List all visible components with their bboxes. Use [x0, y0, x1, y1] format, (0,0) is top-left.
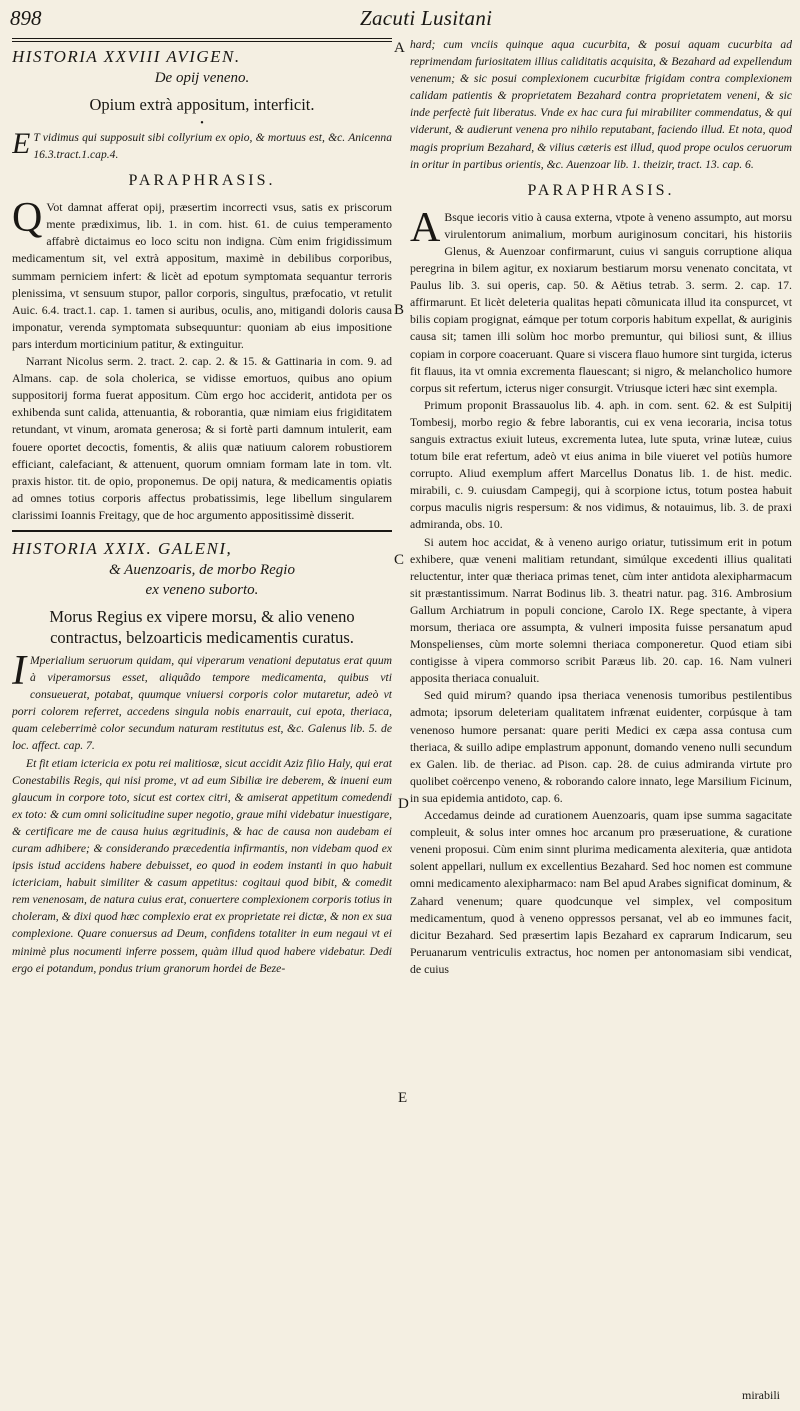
paraphrasis-2-para-4: Sed quid mirum? quando ipsa theriaca venenosis tumoribus pestilentibus admota; ipsorum deleteriam qualitatem infrænat euidenter, corpúsque à tam venenoso humore persanat: quare periti Medici ex cæpa assa contusa cum theriaca, & suillo adipe emplastrum apponunt, domando veneno nulli secundum ex Galen. lib. de theriac. ad Pison. cap. 28. de cuius admiranda virtute pro quolibet coërcenpo veneno, & roborando calore innato, lege Marsilium Ficinum, in sua epidemia antidoto, cap. 6.: [410, 688, 792, 805]
history-29-para-1: [12, 647, 392, 755]
history-29-para-1-text: Mperialium seruorum quidam, qui viperarum venationi deputatus erat quum à viperamorsus esset, aliquãdo tempore medicamenta, quibus vti consueuerat, potabat, quumque vniuersi corporis color mutaretur, adeò vt porri colorem referret, accedens singula nobis enarrauit, cui epota, theriaca, quam celeberrimè color secundum naturam restitutus est, &c. Galenus lib. 5. de loc. affect. cap. 7.: [12, 653, 392, 753]
history-29-para-2: Et fit etiam ictericia ex potu rei malitiosæ, sicut accidit Aziz filio Haly, qui erat Conestabilis Regis, qui nisi prome, vt ad eum Sibiliæ ire deberem, & inueni eum glaucum in corpore toto, sicut est cortex citri, & amiserat appetitum comedendi ex toto: & cum omni solicitudine super negotio, graue mihi videbatur inuestigare, & certificare me de causa huius ægritudinis, & hac de causa non audebam ei curam adhibere; & considerando præcedentia infirmantis, non videbam quod ex ipsis istud accidens habere debuisset, eo quod in eodem instanti in quo habuit ictericiam, habuit similiter & casum appetitus: cogitaui quod bibit, & comedit rem venenosam, de natura cuius erat, conuertere complexionem corporis totius in choleram, & dixi quod hæc complexio erat ex proprietate rei dictæ, & non ex sua complexione. Quare conuersus ad Deum, confidens totaliter in eum negaui vt ei minimè plus nocumenti inferre possem, quàm illud quod habere videbatur. Dedi ergo ei potandum, pondus trium granorum hordei de Beze-: [12, 756, 392, 975]
paraphrasis-2-para-3: Si autem hoc accidat, & à veneno aurigo oriatur, tutissimum erit in potum exhibere, quæ veneni malitiam retundant, simúlque excedenti illius qualitati reluctentur, inter quæ theriaca primas tenet, cùm inter antidota alexipharmacum sit præstantissimum. Narrat Bodinus lib. 3. theatri natur. pag. 316. Ambrosium Gallum Archiatrum in populi concione, Carolo IX. Rege spectante, à vipera morsum, theriaca ore assumpta, & vulneri imposita fuisse persanatum apud Monspelienses, cùm morte solemni theriaca componeretur. Quod etiam sibi contigisse à vipera commorso scribit Paræus lib. 20. cap. 16. Nam vulneri apposita theriaca conualuit.: [410, 534, 792, 686]
margin-letter-a: A: [394, 40, 405, 56]
right-column: [410, 36, 792, 1406]
history-29-subtitle-2: ex veneno suborto.: [145, 581, 259, 598]
paraphrasis-1-para-2: Narrant Nicolus serm. 2. tract. 2. cap. 2. & 15. & Gattinaria in com. 9. ad Almans. cap. de sola cholerica, se vidisse emortuos, quibus ano opium suppositorij forma fuerat appositum. Cùm ergo hoc acciderit, antidota per os exhibenda sunt calida, attenuantia, & roborantia, quæ nimiam eius frigiditatem retundant, vt vinum, aromata generosa; & si fortè parti damnum intulerit, eam fouere oportet decoctis, fomentis, & aliis quæ natiuum calorem robustiorem efficiant, calefaciant, & attenuent, quorum omniam formam late in tom. vlt. praxis histor. tit. de opio, proponemus. De opij natura, & medicamentis opiatis ad omnes totius corporis affectus probatissimis, lege libellum singularem clarissimi Ioannis Freitagy, que de hoc argumento appositissimè disserit.: [12, 354, 392, 522]
margin-letter-e: E: [398, 1090, 408, 1106]
history-29-title: HISTORIA XXIX. GALENI,: [12, 538, 233, 558]
left-column: [12, 36, 392, 1406]
history-29-continuation: hard; cum vnciis quinque aqua cucurbita, & posui aquam cucurbita ad reprimendam furiositatem illius caliditatis acquisita, & Bezahard ad expellendum venenum; & sic posui complexionem cucurbitæ frigidam contra complexionem calidam patientis & proprietatem Bezahard contra proprietatem veneni, & sic inde perfectè fuit liberatus. Vnde ex hac cura fui mirabiliter commendatus, & qui viderunt, & audierunt venena pro nihilo reputabant, faciendo illud. Et nota, quod magis proprium Bezahard, & vilius cæteris est illud, quod prope oculos ceruorum in oritur in partibus orientis, &c. Auenzoar lib. 1. theizir, tract. 13. cap. 6.: [410, 38, 792, 171]
history-28-text: [12, 129, 392, 163]
dropcap-i: I: [12, 647, 26, 694]
dropcap-e: E: [12, 127, 31, 160]
page-header: [0, 4, 800, 38]
history-28-topic: Opium extrà appositum, interficit.: [89, 95, 315, 114]
paraphrasis-2-para-1-text: Bsque iecoris vitio à causa externa, vtpote à veneno assumpto, aut morsu virulentorum animalium, morbum auriginosum concitari, his historiis Glenus, & Auenzoar confirmarunt, cuius vi sanguis corruptione aliqua peregrina in bilem agitur, ex noxiarum bestiarum morsu venenato concitata, vt Paulus lib. 3. sui operis, cap. 50. & Aëtius tetrab. 3. serm. 2. cap. 17. affirmarunt. Et licèt deleteria qualitas hepati cõmunicata illud ita conspurcet, vt bilis copiam progignat, eámque per totum corporis habitum expellat, & auriginis causa sit; tamen illi solùm hoc morbo premuntur, qui biliosi sunt, & illius copiam in corpore coaceruant. Quare si viscera flauo humore sint turgida, icterus fit flauus, ita vt omnia excrementa flauescant; si nigro, & melancholico humore corpus sit refertum, icterus niger consurgit. Vtriusque icteri hæc sint exempla.: [410, 209, 792, 395]
margin-letter-c: C: [394, 552, 405, 568]
header-rule: [12, 38, 392, 39]
margin-letter-b: B: [394, 302, 405, 318]
header-rule: [12, 41, 392, 42]
paraphrasis-1-para-1: [12, 195, 392, 353]
history-29-topic: Morus Regius ex vipere morsu, & alio veneno contractus, belzoarticis medicamentis curatus.: [49, 606, 355, 647]
history-28-subtitle: De opij veneno.: [154, 70, 250, 86]
history-28-body: T vidimus qui supposuit sibi collyrium ex opio, & mortuus est, &c. Anicenna 16.3.tract.1.cap.4.: [33, 131, 392, 162]
paraphrasis-2-para-1: [410, 204, 792, 397]
paraphrasis-heading-2: PARAPHRASIS.: [527, 181, 675, 199]
paraphrasis-heading-1: PARAPHRASIS.: [128, 172, 276, 190]
history-28-title: HISTORIA XXVIII AVIGEN.: [12, 47, 241, 66]
section-rule: [12, 530, 392, 532]
margin-letter-d: D: [398, 796, 409, 812]
paraphrasis-2-para-2: Primum proponit Brassauolus lib. 4. aph. in com. sent. 62. & est Sulpitij Tombesij, morbo regio & febre laborantis, cui ex vena iecoraria, incisa totus sanguis extractus exiuit luteus, excrementa lutea, lute sputa, vrinæ luteæ, cuius totum bile erat refertum, adeò vt eius anima in bile viueret vel potiùs humore corrupto. Aliud exemplum affert Marcellus Donatus lib. 1. de hist. medic. mirabili, c. 9. cuiusdam Campegij, qui à scorpione ictus, totum postea habuit corpus maculis nigris respersum: & nos vidimus, & notauimus, lib. 3. de praxi admiranda, obs. 10.: [410, 397, 792, 532]
paraphrasis-2-para-5: Accedamus deinde ad curationem Auenzoaris, quam ipse summa sagacitate compleuit, & solus inter omnes hoc arcanum pro præseruatione, & curatione veneni proposui. Cùm enim sinnt plurima medicamenta alexiteria, quæ antidota solent appellari, nullum ex excellentius Bezahard. Sed hoc nomen est commune omni medicamento alexipharmaco: nam Bel apud Arabes significat dominum, & Zahard venenum; quare quodcunque vel simplex, vel compositum medicamentum, quod à veneno oppressos persanat, vel ab eo immunes facit, dicitur Bezahard. Sed præsertim lapis Bezahard ex caprarum Indicarum, seu Peruanarum ventriculis extractus, hoc nomen per antonomasiam sibi vendicat, de cuius: [410, 808, 792, 976]
dropcap-q: Q: [12, 195, 43, 242]
ornament-dot: •: [200, 118, 204, 129]
page-number: 898: [10, 6, 42, 30]
history-29-subtitle-1: & Auenzoaris, de morbo Regio: [109, 561, 295, 578]
paraphrasis-1-para-1-text: Vot damnat afferat opij, præsertim incorrecti vsus, satis ex priscorum mente prædiximus, lib. 1. in com. hist. 61. de cuius temperamento affabrè dictaimus eo loco scitu non indigna. Cùm enim frigidissimum medicamentum sit, vel extrà appositum, maximè in debilibus corporibus, summam perniciem infert: & licèt ad epotum symptomata sequantur terroris plenissima, vt sensuum stupor, pallor corporis, singultus, præfocatio, vt retulit Auic. 6.4. tract.1. cap. 1. tamen si auribus, oculis, ano, mitigandi doloris causa imponatur, verenda symptomata subsequuntur: quoniam ab eius impositione pars interdum morticinium patitur, & extinguitur.: [12, 200, 392, 351]
catchword: mirabili: [742, 1388, 780, 1402]
running-head: Zacuti Lusitani: [360, 6, 493, 30]
dropcap-a: A: [410, 204, 441, 251]
